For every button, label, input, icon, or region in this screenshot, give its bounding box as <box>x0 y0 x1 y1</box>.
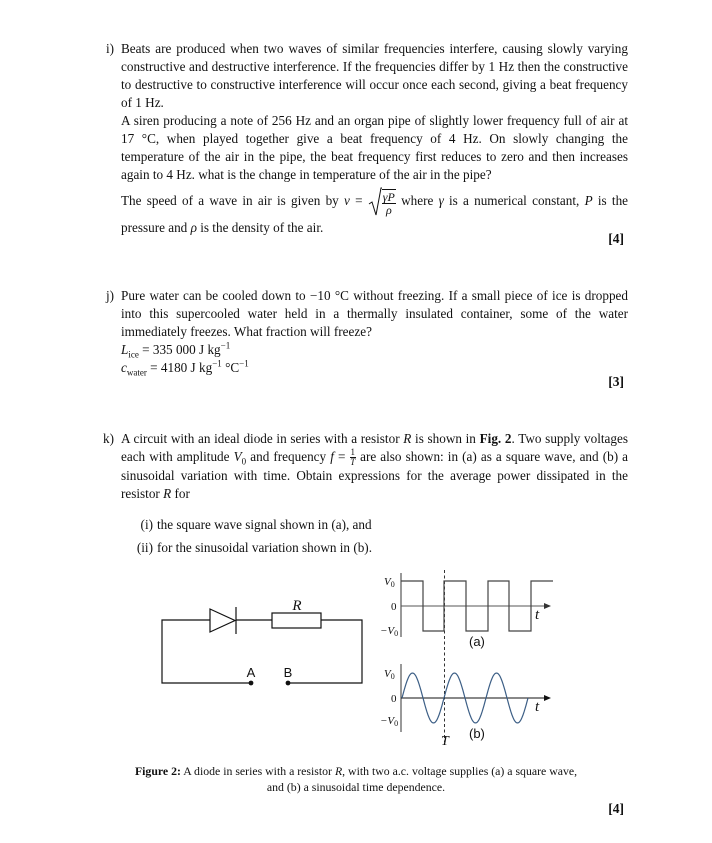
terminal-b-label: B <box>283 665 293 680</box>
question-k <box>103 430 628 559</box>
svg-text:0: 0 <box>391 601 397 613</box>
question-text: A siren producing a note of 256 Hz and an organ pipe of slightly lower frequency full of air at 17 °C, when played together give a beat frequency of 4 Hz. On slowly changing the temperature of the air in the pipe, the beat frequency first reduces to zero and then increases again to 4 Hz. what is the change in temperature of the air in the pipe? <box>121 113 628 182</box>
svg-text:t: t <box>535 699 540 715</box>
figure-caption: Figure 2: A diode in series with a resistor R, with two a.c. voltage supplies (a) a square wave, and (b) a sinusoidal time dependence. <box>134 764 578 794</box>
marks-badge: [4] <box>608 231 624 246</box>
question-text: Beats are produced when two waves of similar frequencies interfere, causing slowly varying constructive and destructive interference. If the frequencies differ by 1 Hz then the constructive to destructive to constructive interference will occur once each second, giving a beat frequency of 1 Hz. <box>121 41 628 110</box>
question-label: i) <box>106 41 115 56</box>
fraction-one-over-T: $\frac{1}{T}$ <box>350 447 356 468</box>
sqrt-formula: $\frac{\gamma P}{\rho}$ <box>368 187 396 217</box>
arrow-icon <box>544 695 551 701</box>
question-j <box>106 287 628 377</box>
terminal-b <box>286 681 291 686</box>
svg-text:V0: V0 <box>384 576 395 589</box>
marks-badge: [3] <box>608 374 624 389</box>
specific-heat-constant: $c_{water} = 4180$ J $kg^{-1}$ $^\circ C^{-1}$ <box>121 358 249 378</box>
plot-b-sine-wave <box>380 664 551 749</box>
question-label: j) <box>106 288 115 303</box>
plot-a-square-wave <box>380 573 553 649</box>
question-label: k) <box>103 431 114 446</box>
sub-question: (i) the square wave signal shown in (a), and <box>140 517 372 533</box>
arrow-icon <box>544 603 551 609</box>
marks-badge: [4] <box>608 801 624 816</box>
svg-text:0: 0 <box>391 693 397 705</box>
svg-text:−V0: −V0 <box>380 625 399 638</box>
sqrt-sign-icon <box>368 187 382 217</box>
sub-question: (ii) for the sinusoidal variation shown in (b). <box>136 540 372 556</box>
svg-text:(b): (b) <box>469 726 485 741</box>
svg-text:−V0: −V0 <box>380 715 399 728</box>
latent-heat-constant: $L_{ice} = 335$ 000 J $kg^{-1}$ <box>121 340 231 360</box>
question-i <box>106 40 628 239</box>
formula-paragraph: The speed of a wave in air is given by v = $\frac{\gamma P}{\rho}$ where γ is a numerical constant, P is the pressure and ρ is the density of the air. <box>121 187 628 239</box>
resistor-icon <box>272 613 321 628</box>
svg-text:t: t <box>535 607 540 623</box>
figure-2 <box>0 560 712 760</box>
diode-icon <box>210 609 235 632</box>
resistor-label: R <box>292 598 302 614</box>
question-text: A circuit with an ideal diode in series with a resistor R is shown in Fig. 2. Two supply voltages each with amplitude $V_0$ and frequency f = $\frac{1}{T}$ are also shown: in (a) as a square wave, and (b) a sinusoidal variation with time. Obtain expressions for the average power dissipated in the resistor R for <box>121 431 629 502</box>
svg-text:T: T <box>441 734 449 749</box>
terminal-a-label: A <box>246 665 256 680</box>
svg-text:(a): (a) <box>469 634 485 649</box>
circuit-diagram <box>162 607 362 685</box>
svg-text:V0: V0 <box>384 668 395 681</box>
terminal-a <box>249 681 254 686</box>
question-text: Pure water can be cooled down to −10 °C without freezing. If a small piece of ice is dropped into this supercooled water held in a thermally insulated container, some of the water immediately freezes. What fraction will freeze? <box>121 288 628 339</box>
sub-question-list <box>131 513 628 559</box>
